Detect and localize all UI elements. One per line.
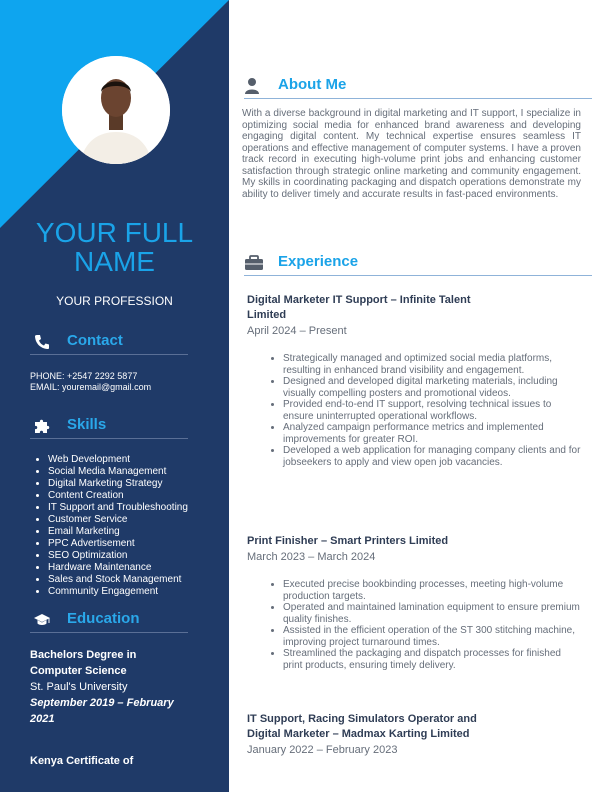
email-text: EMAIL: youremail@gmail.com: [30, 382, 152, 392]
school: St. Paul's University: [30, 681, 128, 693]
job-title: [247, 712, 567, 742]
education-entry: [30, 753, 205, 769]
job-bullets: [265, 579, 583, 671]
contact-title: Contact: [67, 332, 123, 349]
degree-line-1: Bachelors Degree in: [30, 649, 137, 661]
degree-line-2: Computer Science: [30, 665, 127, 677]
skill-item: • PPC Advertisement: [48, 538, 188, 550]
skill-item: • Content Creation: [48, 490, 188, 502]
bullet-item: • Operated and maintained lamination equipment to ensure premium quality finishes.: [283, 602, 583, 625]
skill-item: • Social Media Management: [48, 466, 188, 478]
bullet-item: • Streamlined the packaging and dispatch processes for finished print products, ensuring timely delivery.: [283, 648, 583, 671]
job-title: [247, 293, 567, 323]
skill-item: • Digital Marketing Strategy: [48, 478, 188, 490]
contact-heading: [30, 332, 188, 355]
full-name: [0, 218, 229, 276]
graduation-cap-icon: [34, 612, 50, 628]
skill-item: • SEO Optimization: [48, 550, 188, 562]
about-text: With a diverse background in digital marketing and IT support, I specialize in optimizing social media for enhanced brand awareness and developing engaging digital content. My technical expertise ensures seamless IT operations and effective management of computer systems. I have a proven track record in executing high-volume print jobs and enhancing customer satisfaction through strategic online marketing and community engagement. My skills in coordinating packaging and dispatch operations demonstrate my ability to deliver timely and accurate results in fast-paced environments.: [242, 108, 581, 200]
skill-item: • Email Marketing: [48, 526, 188, 538]
person-icon: [244, 77, 264, 95]
job-title-line-1: IT Support, Racing Simulators Operator and: [247, 713, 477, 725]
puzzle-icon: [34, 418, 50, 434]
sidebar: [0, 0, 229, 792]
education-dates-line-1: September 2019 – February: [30, 697, 174, 709]
education-entry: [30, 647, 205, 727]
bullet-item: • Analyzed campaign performance metrics and implemented improvements for greater ROI.: [283, 422, 583, 445]
job-title: [247, 534, 567, 549]
phone-text: PHONE: +2547 2292 5877: [30, 371, 138, 381]
job-dates: April 2024 – Present: [247, 325, 347, 337]
education-heading: [30, 610, 188, 633]
about-heading: [244, 76, 592, 99]
skill-item: • Hardware Maintenance: [48, 562, 188, 574]
briefcase-icon: [244, 254, 264, 272]
skill-item: • IT Support and Troubleshooting: [48, 502, 188, 514]
skill-item: • Sales and Stock Management: [48, 574, 188, 586]
skills-list: [30, 454, 188, 598]
experience-title: Experience: [278, 253, 359, 270]
skills-heading: [30, 416, 188, 439]
skill-item: • Customer Service: [48, 514, 188, 526]
job-title-line-1: Digital Marketer IT Support – Infinite Talent: [247, 294, 471, 306]
job-bullets: [265, 353, 583, 468]
bullet-item: • Developed a web application for managing company clients and for jobseekers to apply and view open job vacancies.: [283, 445, 583, 468]
name-line-1: YOUR FULL: [35, 217, 194, 248]
job-title-line-2: Digital Marketer – Madmax Karting Limited: [247, 728, 470, 740]
profession: YOUR PROFESSION: [56, 294, 173, 308]
phone-icon: [34, 334, 50, 350]
skills-title: Skills: [67, 416, 107, 433]
job-dates: March 2023 – March 2024: [247, 551, 376, 563]
education-dates-line-2: 2021: [30, 713, 55, 725]
bullet-item: • Strategically managed and optimized social media platforms, resulting in enhanced brand visibility and engagement.: [283, 353, 583, 376]
name-line-2: NAME: [74, 246, 155, 277]
job-title-line-1: Print Finisher – Smart Printers Limited: [247, 535, 449, 547]
job-title-line-2: Limited: [247, 309, 287, 321]
degree-line-1: Kenya Certificate of: [30, 755, 134, 767]
about-title: About Me: [278, 76, 347, 93]
skill-item: • Web Development: [48, 454, 188, 466]
skill-item: • Community Engagement: [48, 586, 188, 598]
avatar: [62, 56, 170, 164]
job-dates: January 2022 – February 2023: [247, 744, 398, 756]
experience-heading: [244, 253, 592, 276]
bullet-item: • Executed precise bookbinding processes, meeting high-volume production targets.: [283, 579, 583, 602]
bullet-item: • Provided end-to-end IT support, resolving technical issues to ensure uninterrupted operational workflows.: [283, 399, 583, 422]
profile-photo: [62, 56, 170, 164]
bullet-item: • Assisted in the efficient operation of the ST 300 stitching machine, improving project turnaround times.: [283, 625, 583, 648]
education-title: Education: [67, 610, 140, 627]
bullet-item: • Designed and developed digital marketing materials, including visually compelling posters and promotional videos.: [283, 376, 583, 399]
